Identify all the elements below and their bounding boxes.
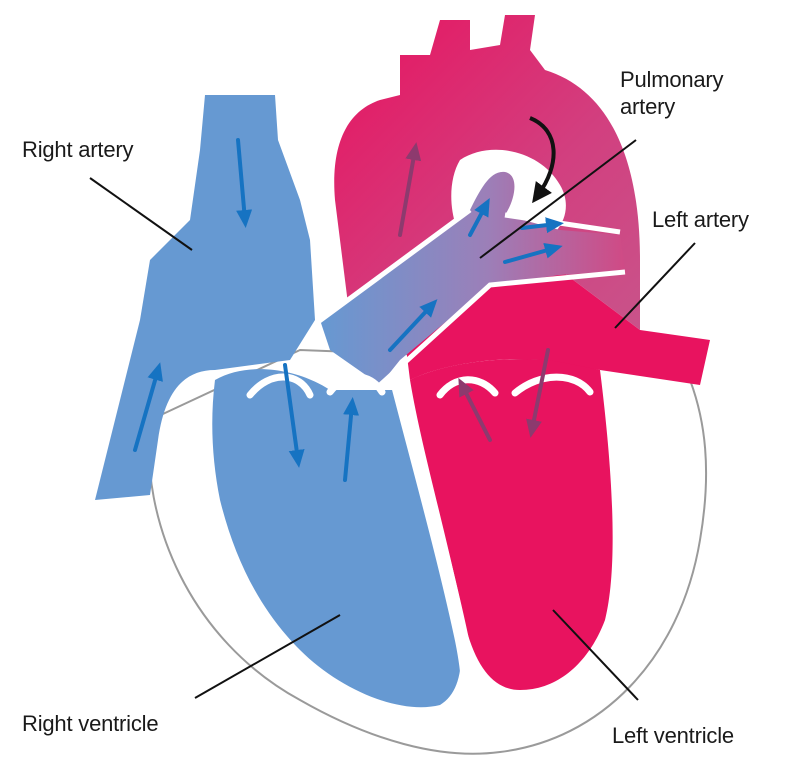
label-left-artery: Left artery — [652, 207, 749, 232]
label-pulmonary-artery: Pulmonary artery — [620, 67, 724, 119]
label-right-ventricle: Right ventricle — [22, 711, 159, 736]
label-right-artery: Right artery — [22, 137, 134, 162]
label-left-ventricle: Left ventricle — [612, 723, 734, 748]
